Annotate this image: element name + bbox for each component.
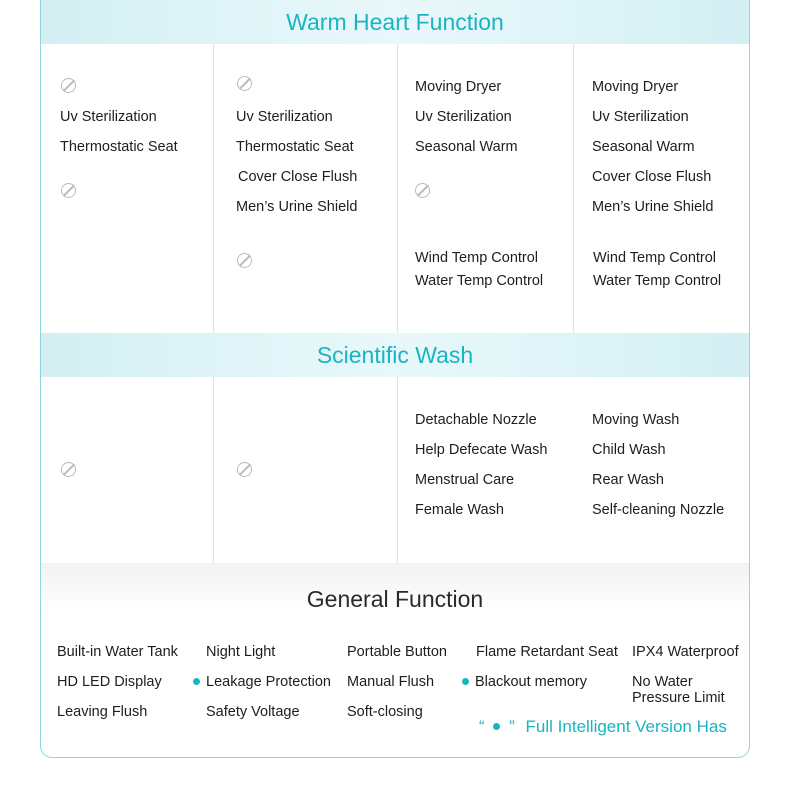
feature-item: Night Light [206,644,276,660]
feature-comparison-table [40,0,750,758]
legend-quote-open: “ [479,717,485,736]
feature-item: Built-in Water Tank [57,644,178,660]
feature-list [415,247,543,293]
column-divider [213,377,214,563]
feature-item: Wind Temp Control [415,250,539,266]
feature-item: Self-cleaning Nozzle [592,502,725,518]
feature-item: Flame Retardant Seat [476,644,618,660]
feature-item: Safety Voltage [206,704,300,720]
feature-list [632,637,739,706]
not-available-icon [237,462,252,477]
legend-text: Full Intelligent Version Has [525,717,727,736]
full-version-dot-icon [193,678,200,685]
feature-item: Moving Dryer [592,79,679,95]
feature-item: Female Wash [415,502,504,518]
feature-item: Seasonal Warm [415,139,518,155]
feature-item: Wind Temp Control [593,250,717,266]
not-available-icon [61,78,76,93]
feature-item: Water Temp Control [415,273,544,289]
feature-item: Thermostatic Seat [236,139,354,155]
feature-item: Moving Dryer [415,79,502,95]
section-header-general-function [41,563,749,613]
feature-list [593,247,721,293]
feature-list [347,637,447,727]
not-available-icon [61,462,76,477]
feature-list [236,102,357,222]
feature-item: Detachable Nozzle [415,412,537,428]
column-divider [397,44,398,333]
feature-item: Uv Sterilization [60,109,157,125]
feature-item: Portable Button [347,644,447,660]
section-header-warm-heart [41,0,749,44]
not-available-icon [61,183,76,198]
feature-item: HD LED Display [57,674,162,690]
feature-item: Men’s Urine Shield [236,199,358,215]
feature-item: Uv Sterilization [415,109,512,125]
not-available-icon [237,253,252,268]
feature-item: Child Wash [592,442,666,458]
legend-note [479,717,727,737]
feature-item: IPX4 Waterproof [632,644,739,660]
column-divider [573,44,574,333]
legend-dot-icon [493,723,500,730]
feature-item: Soft-closing [347,704,423,720]
feature-item: Leaving Flush [57,704,148,720]
feature-item: Men’s Urine Shield [592,199,714,215]
feature-item: Rear Wash [592,472,664,488]
feature-list [592,72,713,222]
not-available-icon [237,76,252,91]
feature-list [60,102,178,162]
feature-item: Water Temp Control [593,273,722,289]
legend-quote-close: ” [509,717,515,736]
feature-list [415,72,518,162]
feature-list [415,405,547,525]
feature-item: Manual Flush [347,674,435,690]
feature-item: Uv Sterilization [592,109,689,125]
feature-list [57,637,178,727]
section-title-general-function: General Function [306,585,484,612]
feature-item: Help Defecate Wash [415,442,548,458]
feature-item: Cover Close Flush [592,169,712,185]
feature-item: Thermostatic Seat [60,139,178,155]
column-divider [397,377,398,563]
feature-item-full-version: Blackout memory [462,667,618,697]
section-title-warm-heart: Warm Heart Function [286,8,504,35]
feature-item-multiline: No Water Pressure Limit [632,674,725,706]
feature-list [592,405,724,525]
not-available-icon [415,183,430,198]
section-header-scientific-wash [41,333,749,377]
feature-item: Moving Wash [592,412,680,428]
feature-item: Seasonal Warm [592,139,695,155]
feature-item: Cover Close Flush [238,169,358,185]
feature-item: Uv Sterilization [236,109,333,125]
feature-list [476,637,618,697]
section-title-scientific-wash: Scientific Wash [316,341,474,368]
feature-list [206,637,331,727]
feature-item-full-version: Leakage Protection [193,667,331,697]
full-version-dot-icon [462,678,469,685]
column-divider [213,44,214,333]
feature-item: Menstrual Care [415,472,515,488]
